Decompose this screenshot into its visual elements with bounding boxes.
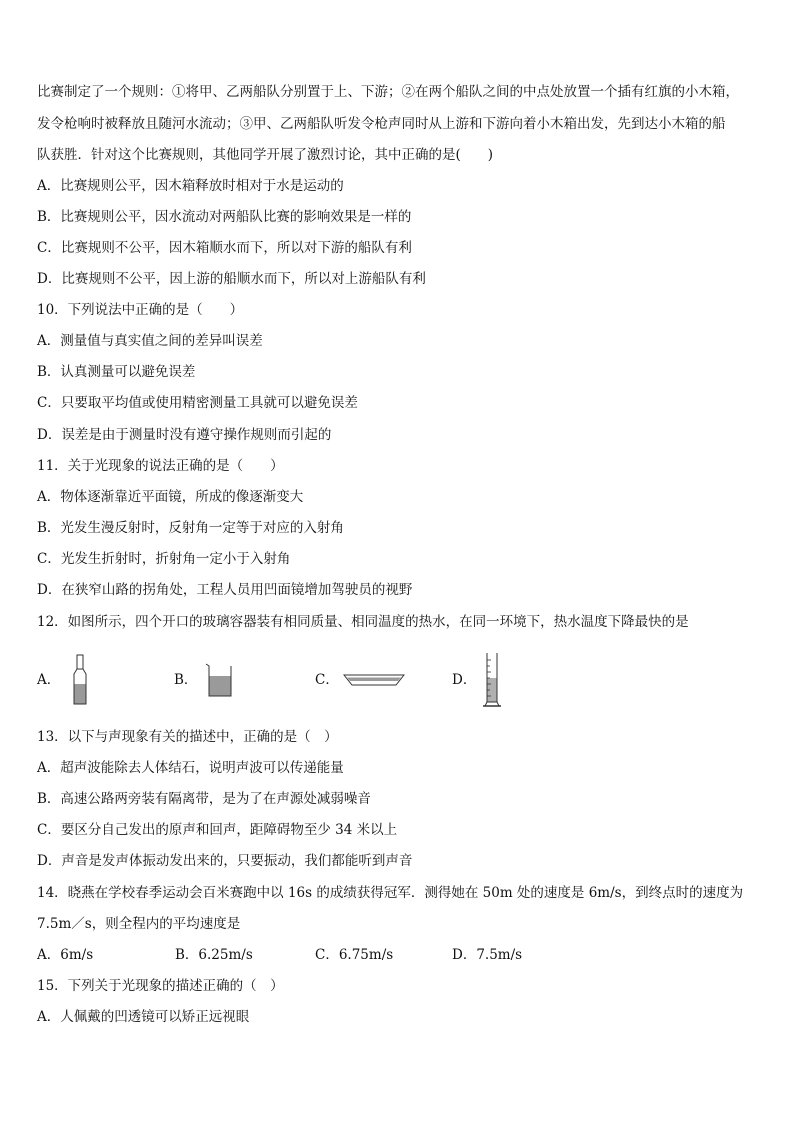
q14-option-a: A．6m/s <box>37 947 94 963</box>
q14-option-b: B．6.25m/s <box>175 947 253 963</box>
q15-stem: 15．下列关于光现象的描述正确的（ ） <box>37 978 284 994</box>
q9-stem-line-2: 发令枪响时被释放且随河水流动；③甲、乙两船队听发令枪声同时从上游和下游向着小木箱出发，先到达小木箱的船 <box>37 116 726 132</box>
q13-stem: 13．以下与声现象有关的描述中，正确的是（ ） <box>37 729 338 745</box>
q12-option-a <box>37 652 157 708</box>
q12-stem: 12．如图所示，四个开口的玻璃容器装有相同质量、相同温度的热水，在同一环境下，热水温度下降最快的是 <box>37 614 689 630</box>
q9-stem-line-1: 比赛制定了一个规则：①将甲、乙两船队分别置于上、下游；②在两个船队之间的中点处放置一个插有红旗的小木箱， <box>37 84 739 100</box>
beaker-icon <box>204 662 234 698</box>
q9-stem-line-3: 队获胜．针对这个比赛规则，其他同学开展了激烈讨论，其中正确的是( ) <box>37 147 494 163</box>
q10-option-a: A．测量值与真实值之间的差异叫误差 <box>37 333 263 349</box>
q12-option-c <box>315 652 435 708</box>
q11-stem: 11．关于光现象的说法正确的是（ ） <box>37 458 284 474</box>
q13-option-c: C．要区分自己发出的原声和回声，距障碍物至少 34 米以上 <box>37 822 398 838</box>
narrow-bottle-icon <box>71 654 89 706</box>
q12-option-d-label: D． <box>452 672 477 688</box>
shallow-dish-icon <box>343 672 405 688</box>
q12-option-a-label: A． <box>37 672 61 688</box>
q10-option-d: D．误差是由于测量时没有遵守操作规则而引起的 <box>37 427 332 443</box>
q12-option-d <box>452 652 572 708</box>
q13-option-b: B．高速公路两旁装有隔离带，是为了在声源处减弱噪音 <box>37 791 371 807</box>
q15-option-a: A．人佩戴的凹透镜可以矫正远视眼 <box>37 1009 250 1025</box>
q9-option-a: A．比赛规则公平，因木箱释放时相对于水是运动的 <box>37 178 344 194</box>
q12-option-c-label: C． <box>315 672 339 688</box>
q14-options <box>37 945 757 965</box>
q10-option-b: B．认真测量可以避免误差 <box>37 364 196 380</box>
q11-option-c: C．光发生折射时，折射角一定小于入射角 <box>37 551 291 567</box>
graduated-cylinder-icon <box>482 652 502 708</box>
q10-option-c: C．只要取平均值或使用精密测量工具就可以避免误差 <box>37 395 358 411</box>
q13-option-a: A．超声波能除去人体结石，说明声波可以传递能量 <box>37 760 344 776</box>
q14-stem-line-2: 7.5m／s，则全程内的平均速度是 <box>37 916 241 932</box>
q14-option-c: C．6.75m/s <box>315 947 394 963</box>
q9-option-d: D．比赛规则不公平，因上游的船顺水而下，所以对上游船队有利 <box>37 271 426 287</box>
q9-option-c: C．比赛规则不公平，因木箱顺水而下，所以对下游的船队有利 <box>37 240 412 256</box>
q11-option-a: A．物体逐渐靠近平面镜，所成的像逐渐变大 <box>37 489 304 505</box>
q12-option-b-label: B． <box>174 672 198 688</box>
q11-option-d: D．在狭窄山路的拐角处，工程人员用凹面镜增加驾驶员的视野 <box>37 582 413 598</box>
q12-option-b <box>174 652 294 708</box>
q9-option-b: B．比赛规则公平，因水流动对两船队比赛的影响效果是一样的 <box>37 209 412 225</box>
q14-option-d: D．7.5m/s <box>452 947 523 963</box>
q13-option-d: D．声音是发声体振动发出来的，只要振动，我们都能听到声音 <box>37 853 413 869</box>
q10-stem: 10．下列说法中正确的是（ ） <box>37 302 244 318</box>
q11-option-b: B．光发生漫反射时，反射角一定等于对应的入射角 <box>37 520 344 536</box>
q14-stem-line-1: 14．晓燕在学校春季运动会百米赛跑中以 16s 的成绩获得冠军．测得她在 50m 处的速度是 6m/s，到终点时的速度为 <box>37 885 744 901</box>
